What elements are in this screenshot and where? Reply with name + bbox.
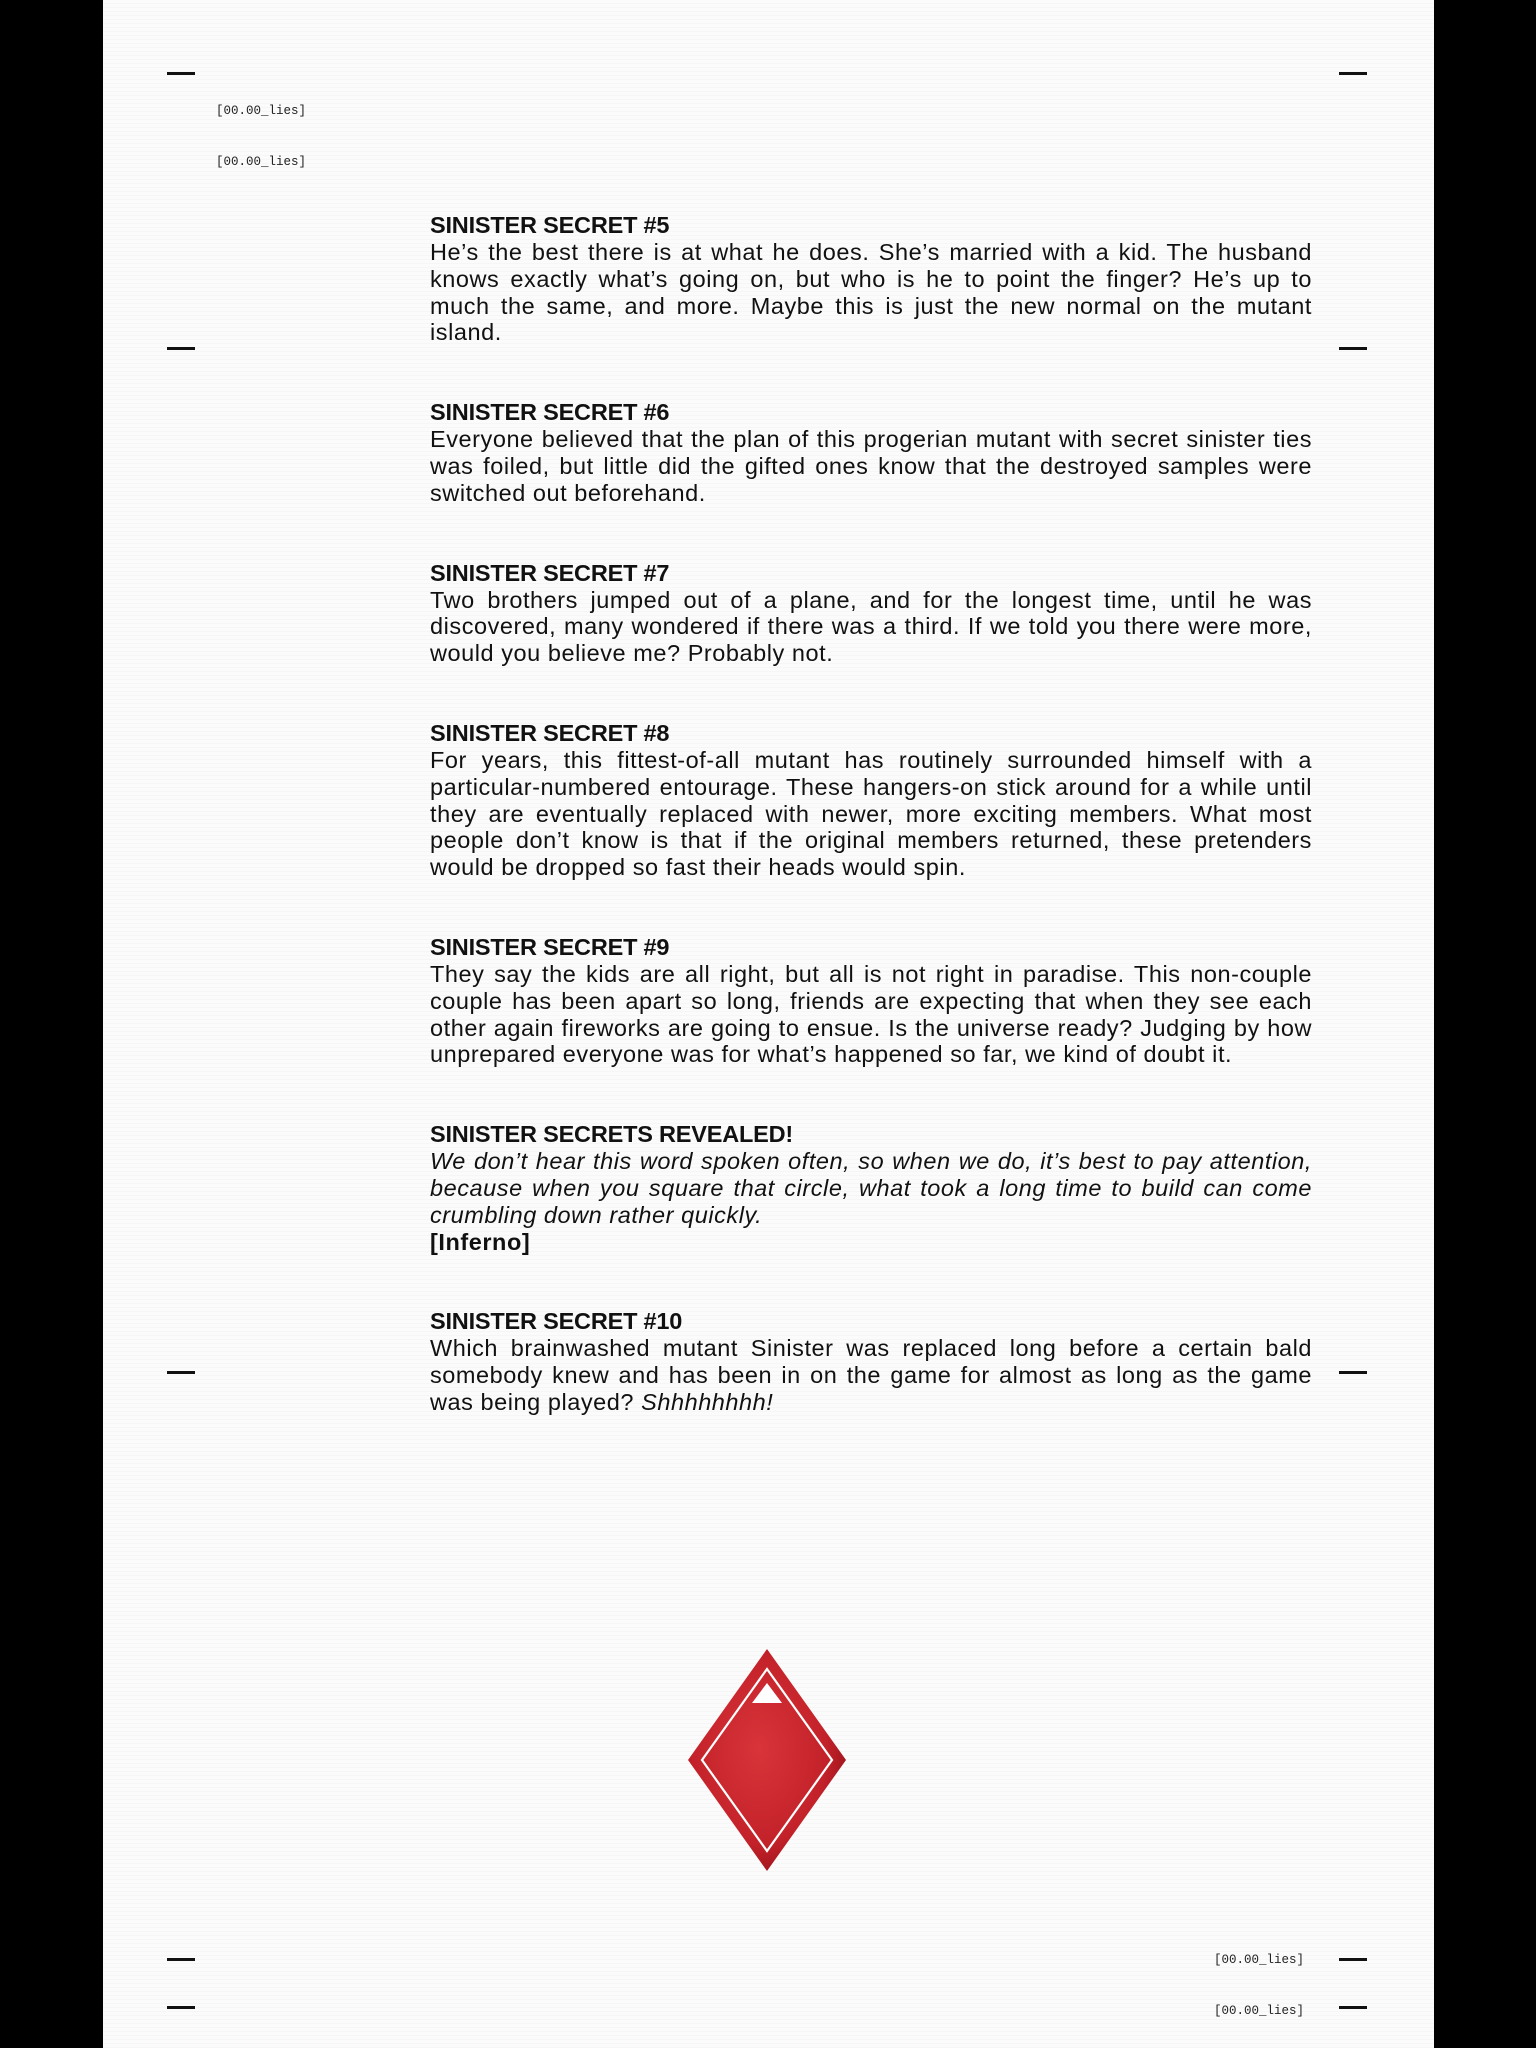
section-body: Everyone believed that the plan of this progerian mutant with secret sinister ties was foiled, but little did the gifted ones know that the destroyed samples were switched out beforehand. — [430, 426, 1312, 506]
revealed-answer: [Inferno] — [430, 1228, 531, 1255]
section-title: SINISTER SECRET #9 — [430, 933, 670, 960]
corner-label-top-left — [216, 69, 306, 205]
section-body — [430, 1335, 1312, 1415]
label-line: [00.00_lies] — [216, 155, 307, 169]
secret-section — [430, 399, 1312, 506]
section-title: SINISTER SECRET #8 — [430, 719, 670, 746]
label-line: [00.00_lies] — [1214, 1953, 1305, 1967]
corner-label-bottom-right — [1214, 1918, 1304, 2048]
crop-mark-icon — [1339, 347, 1367, 350]
crop-mark-icon — [167, 1958, 195, 1961]
document-page — [103, 0, 1434, 2048]
crop-mark-icon — [1339, 1958, 1367, 1961]
section-title: SINISTER SECRET #6 — [430, 399, 670, 426]
crop-mark-icon — [167, 1371, 195, 1374]
red-diamond-emblem-icon — [686, 1647, 848, 1873]
secrets-text — [430, 212, 1312, 1469]
section-body-text: Which brainwashed mutant Sinister was replaced long before a certain bald somebody knew and has been in on the game for almost as long as the game was being played? — [430, 1335, 1312, 1415]
crop-mark-icon — [1339, 2006, 1367, 2009]
crop-mark-icon — [167, 347, 195, 350]
section-body: They say the kids are all right, but all is not right in paradise. This non-couple couple has been apart so long, friends are expecting that when they see each other again fireworks are going to ensue. Is the universe ready? Judging by how unprepared everyone was for what’s happened so far, we kind of doubt it. — [430, 960, 1312, 1068]
section-title: SINISTER SECRET #7 — [430, 559, 670, 586]
section-body: He’s the best there is at what he does. She’s married with a kid. The husband knows exactly what’s going on, but who is he to point the finger? He’s up to much the same, and more. Maybe this is just the new normal on the mutant island. — [430, 239, 1312, 346]
section-title: SINISTER SECRET #5 — [430, 212, 670, 238]
secret-section — [430, 720, 1312, 881]
crop-mark-icon — [167, 72, 195, 75]
section-body-italic: Shhhhhhhh! — [641, 1388, 774, 1415]
crop-mark-icon — [1339, 72, 1367, 75]
section-body: Two brothers jumped out of a plane, and for the longest time, until he was discovered, many wondered if there was a third. If we told you there were more, would you believe me? Probably not. — [430, 586, 1312, 667]
crop-mark-icon — [167, 2006, 195, 2009]
revealed-section — [430, 1121, 1312, 1255]
secret-section — [430, 1308, 1312, 1415]
section-body: For years, this fittest-of-all mutant has routinely surrounded himself with a particular-numbered entourage. These hangers-on stick around for a while until they are eventually replaced with newer, more exciting members. What most people don’t know is that if the original members returned, these pretenders would be dropped so fast their heads would spin. — [430, 746, 1312, 881]
secret-section — [430, 212, 1312, 346]
secret-section — [430, 934, 1312, 1068]
section-title: SINISTER SECRET #10 — [430, 1308, 683, 1335]
section-title: SINISTER SECRETS REVEALED! — [430, 1121, 794, 1148]
label-line: [00.00_lies] — [1214, 2004, 1305, 2018]
label-line: [00.00_lies] — [216, 104, 307, 118]
revealed-clue: We don’t hear this word spoken often, so when we do, it’s best to pay attention, because when you square that circle, what took a long time to build can come crumbling down rather quickly. — [430, 1148, 1312, 1228]
crop-mark-icon — [1339, 1371, 1367, 1374]
secret-section — [430, 560, 1312, 667]
